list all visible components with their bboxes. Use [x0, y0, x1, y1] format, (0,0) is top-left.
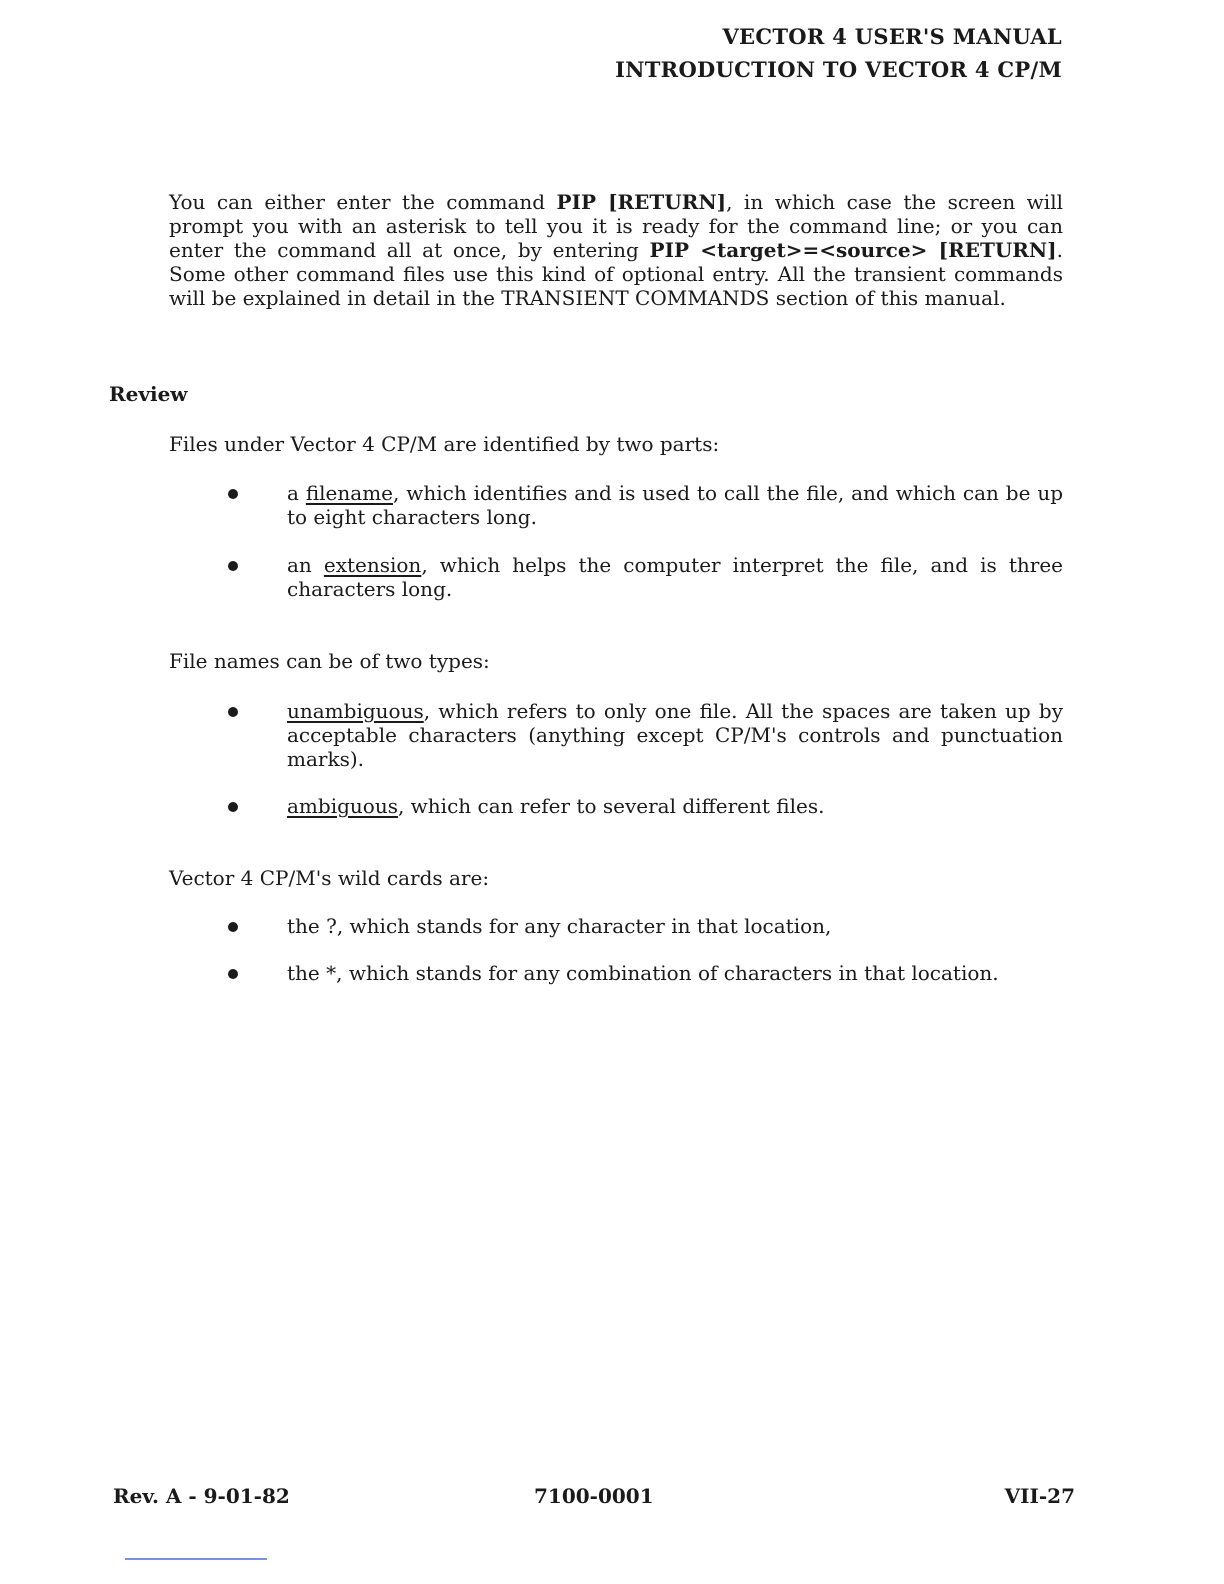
list-item-text: the ?, which stands for any character in that location,	[287, 914, 832, 938]
bullet-icon	[228, 561, 238, 571]
list-item-text: an extension, which helps the computer interpret the file, and is three characters long.	[287, 553, 1063, 601]
wild-cards-intro-text: Vector 4 CP/M's wild cards are:	[169, 866, 490, 890]
footer-page-number: VII-27	[1004, 1484, 1075, 1508]
scan-artifact-line	[125, 1558, 267, 1560]
term-extension: extension	[323, 553, 422, 577]
bullet-icon	[228, 707, 238, 717]
intro-text-2: , in which case the screen will prompt you with an asterisk to tell you it is ready for the command line; or you can enter the command all at once, by entering	[169, 190, 1063, 262]
page-header	[615, 20, 1062, 86]
types-intro-text: File names can be of two types:	[169, 649, 490, 673]
term-ambiguous: ambiguous	[287, 794, 398, 818]
intro-paragraph	[169, 190, 1063, 310]
intro-text-3: . Some other command files use this kind of optional entry. All the transient commands will be explained in detail in the TRANSIENT COMMANDS section of this manual.	[169, 238, 1063, 310]
intro-text-1: You can either enter the command	[169, 190, 557, 214]
term-unambiguous: unambiguous	[287, 699, 424, 723]
bullet-icon	[228, 802, 238, 812]
bullet-icon	[228, 489, 238, 499]
files-intro-text: Files under Vector 4 CP/M are identified by two parts:	[169, 432, 720, 456]
list-item-text: unambiguous, which refers to only one file. All the spaces are taken up by acceptable characters (anything except CP/M's controls and punctuation marks).	[287, 699, 1063, 771]
footer-revision: Rev. A - 9-01-82	[113, 1484, 290, 1508]
bullet-icon	[228, 969, 238, 979]
footer-document-number: 7100-0001	[534, 1484, 654, 1508]
header-manual-title: VECTOR 4 USER'S MANUAL	[722, 24, 1062, 49]
list-item-text: ambiguous, which can refer to several different files.	[287, 794, 825, 818]
intro-command-pip-return: PIP [RETURN]	[556, 190, 727, 214]
term-filename: filename	[305, 481, 393, 505]
bullet-icon	[228, 922, 238, 932]
header-chapter-title: INTRODUCTION TO VECTOR 4 CP/M	[615, 57, 1062, 82]
list-item-text: a filename, which identifies and is used to call the file, and which can be up to eight characters long.	[287, 481, 1064, 529]
list-item-text: the *, which stands for any combination of characters in that location.	[287, 961, 999, 985]
review-heading: Review	[109, 382, 188, 406]
intro-command-pip-full: PIP <target>=<source> [RETURN]	[649, 238, 1057, 262]
